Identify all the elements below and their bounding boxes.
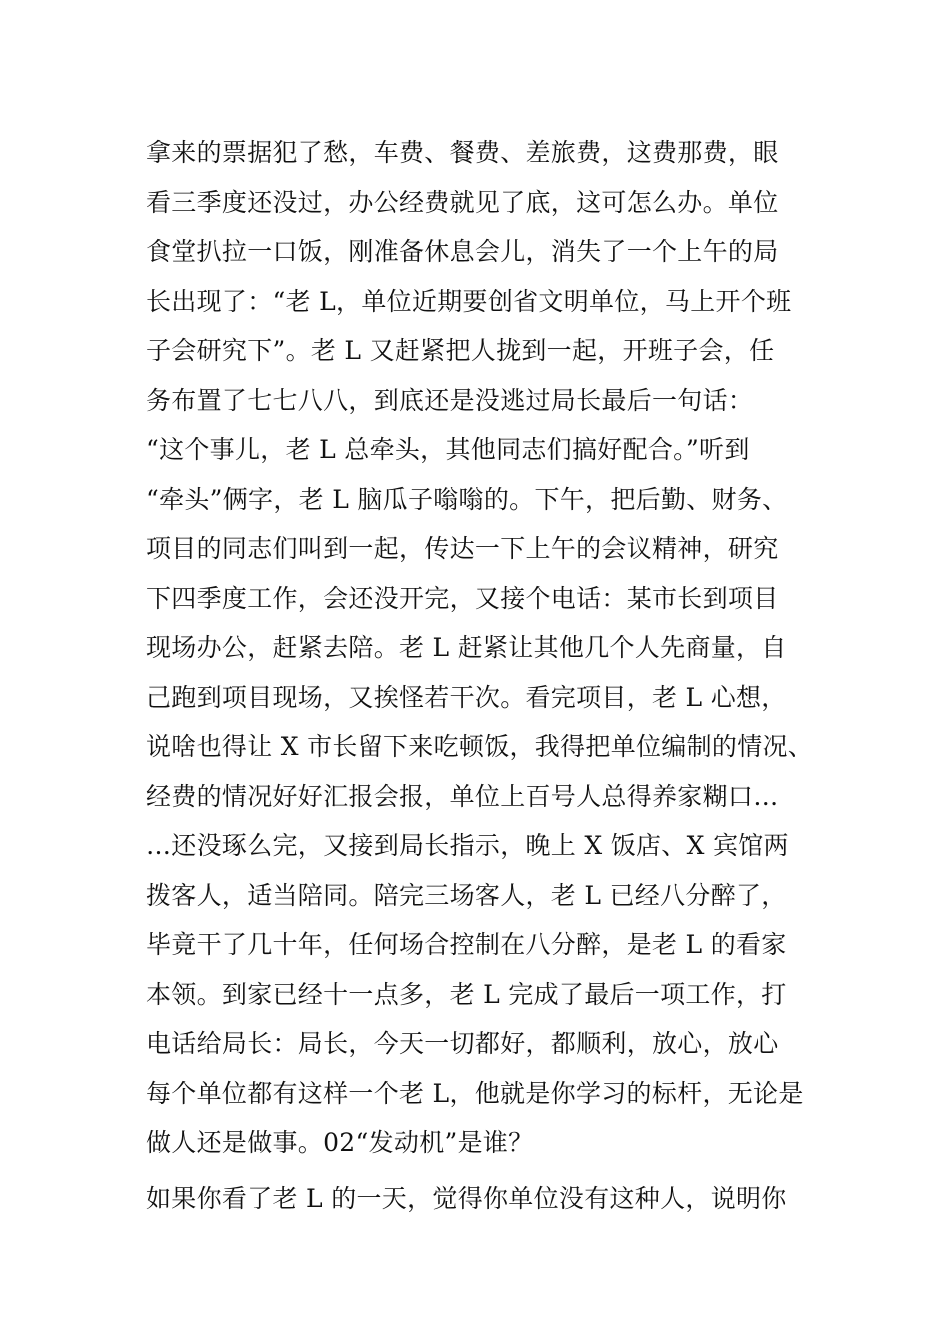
text-line: 本领。到家已经十一点多，老 L 完成了最后一项工作，打 [146,979,787,1009]
text-line: 食堂扒拉一口饭，刚准备休息会儿，消失了一个上午的局 [146,237,779,266]
text-line: 务布置了七七八八，到底还是没逃过局长最后一句话： [146,385,754,415]
text-line: 说啥也得让 X 市长留下来吃顿饭，我得把单位编制的情况、 [146,732,814,761]
paragraph-start-line: 如果你看了老 L 的一天，觉得你单位没有这种人，说明你 [146,1183,787,1213]
text-line: 子会研究下”。老 L 又赶紧把人拢到一起，开班子会，任 [146,336,775,365]
text-line: 经费的情况好好汇报会报，单位上百号人总得养家糊口… [146,781,779,811]
text-line: 每个单位都有这样一个老 L，他就是你学习的标杆，无论是 [146,1078,804,1108]
text-line: “这个事儿，老 L 总牵头，其他同志们搞好配合。”听到 [146,435,750,464]
text-line: 做人还是做事。02“发动机”是谁？ [146,1128,534,1157]
text-line: 长出现了：“老 L，单位近期要创省文明单位，马上开个班 [146,286,792,316]
text-line: “牵头”俩字，老 L 脑瓜子嗡嗡的。下午，把后勤、财务、 [146,484,788,514]
text-line: 电话给局长：局长，今天一切都好，都顺利，放心，放心 [146,1029,779,1058]
text-line: 拿来的票据犯了愁，车费、餐费、差旅费，这费那费，眼 [146,138,779,167]
text-line: 现场办公，赶紧去陪。老 L 赶紧让其他几个人先商量，自 [146,633,787,662]
body-text [146,128,866,1223]
text-line: …还没琢么完，又接到局长指示，晚上 X 饭店、X 宾馆两 [146,831,789,860]
text-line: 项目的同志们叫到一起，传达一下上午的会议精神，研究 [146,534,779,563]
text-line: 拨客人，适当陪同。陪完三场客人，老 L 已经八分醉了， [146,880,787,910]
text-line: 毕竟干了几十年，任何场合控制在八分醉，是老 L 的看家 [146,930,787,959]
text-line: 己跑到项目现场，又挨怪若干次。看完项目，老 L 心想， [146,682,787,712]
text-line: 看三季度还没过，办公经费就见了底，这可怎么办。单位 [146,187,779,217]
text-line: 下四季度工作，会还没开完，又接个电话：某市长到项目 [146,583,779,613]
